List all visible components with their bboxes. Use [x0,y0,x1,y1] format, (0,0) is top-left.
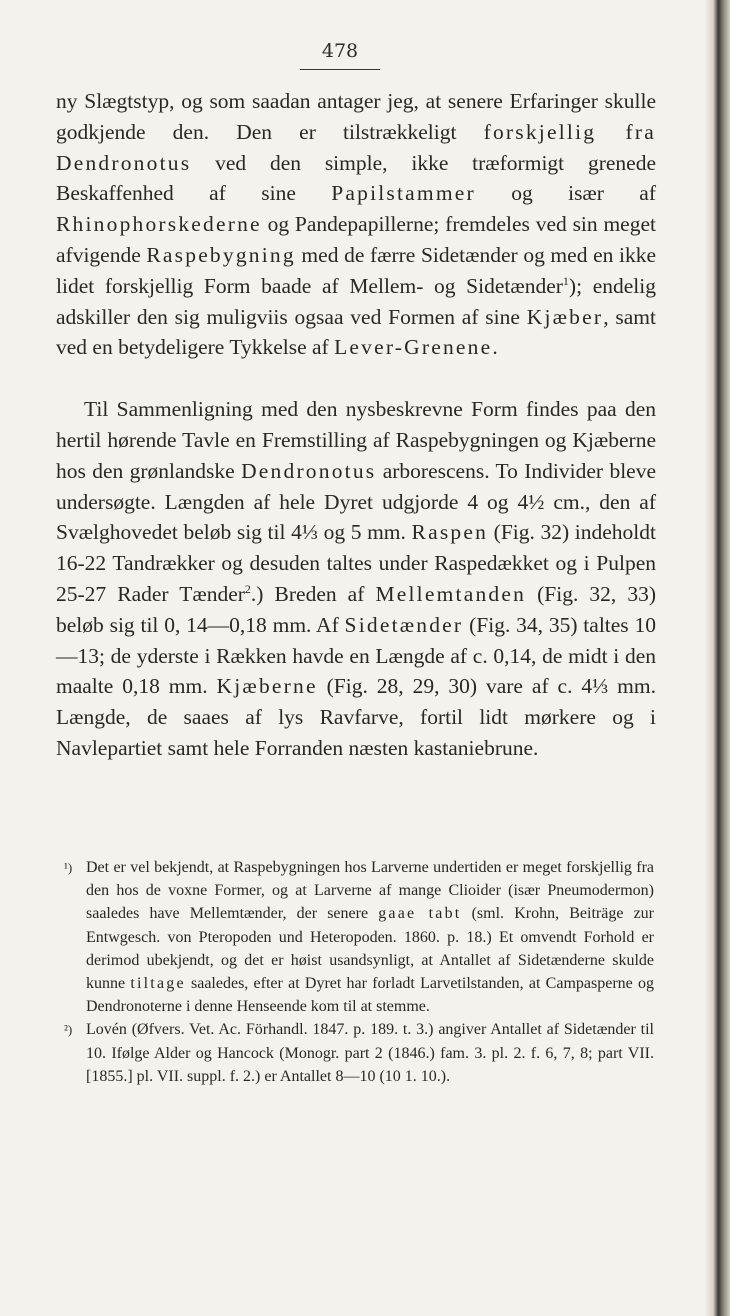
spaced-text: Kjæber [526,304,604,329]
text-run: Det er vel bekjendt, at Raspebygningen hos Larverne undertiden er meget forskjellig fra den hos de voxne Former, og at Larverne af mange Clioider (især Pneumodermon) saaledes have Mellemtænder, der senere [86,859,654,923]
footnote-mark: ¹) [64,860,73,875]
text-run: .) Breden af [250,581,376,606]
text-run: Lovén (Øfvers. Vet. Ac. Förhandl. 1847. p. 189. t. 3.) angiver Antallet af Sidetænder til 10. Ifølge Alder og Hancock (Monogr. part 2 (1846.) fam. 3. pl. 2. f. 6, 7, 8; part VII. [1855.] pl. VII. suppl. f. 2.) er Antallet 8—10 (10 1. 10.). [86,1021,654,1085]
spaced-text: Papilstammer [331,181,476,206]
page-number-rule [300,69,380,70]
text-run: med de færre Sidetænder og med en ikke lidet forskjellig Form baade af Mellem- og Sidetænder [56,242,656,298]
text-run: , samt ved en betydeligere Tykkelse af [56,304,656,360]
spaced-text: Sidetænder [344,612,464,637]
book-spine-shadow [704,0,730,1316]
text-run: arborescens. To Individer bleve undersøgte. Længden af hele Dyret udgjorde 4 og 4½ cm., den af Svælghovedet beløb sig til 4⅓ og 5 mm. [56,458,656,545]
text-run: (sml. Krohn, Beiträge zur Entwgesch. von Pteropoden und Heteropoden. 1860. p. 18.) Et omvendt Forhold er derimod ubekjendt, og det er høist usandsynligt, at Antallet af Sidetænderne skulde kunne [86,905,654,993]
text-run: saaledes, efter at Dyret har forladt Larvetilstanden, at Campasperne og Dendronoterne i denne Henseende kom til at stemme. [86,975,654,1016]
spaced-text: Mellemtanden [375,581,527,606]
text-run: (Fig. 34, 35) taltes 10—13; de yderste i Rækken havde en Længde af c. 0,14, de midt i den maalte 0,18 mm. [56,612,656,699]
footnotes [64,856,654,1088]
text-run: (Fig. 32, 33) beløb sig til 0, 14—0,18 mm. Af [56,581,656,637]
main-text [56,86,656,764]
spaced-text: gaae tabt [378,905,462,923]
spaced-text: Raspebygning [146,242,296,267]
text-run: ved den simple, ikke træformigt grenede Beskaffenhed af sine [56,150,656,206]
text-run: ny Slægtstyp, og som saadan antager jeg, at senere Erfaringer skulle godkjende den. Den er tilstrækkeligt [56,89,656,144]
text-run: og især af [475,181,656,206]
spaced-text: Dendronotus [56,150,192,175]
text-run: og Pandepapillerne; fremdeles ved sin meget afvigende [56,212,656,267]
spaced-text: Raspen [411,520,489,545]
spaced-text: tiltage [130,975,186,993]
footnote-mark: ²) [64,1022,73,1038]
page-number: 478 [321,40,359,62]
text-run: (Fig. 32) indeholdt 16-22 Tandrækker og desuden taltes under Raspedækket og i Pulpen 25-27 Rader Tænder [56,520,656,606]
footnote-1 [64,856,654,1018]
spaced-text: Dendronotus [241,458,377,483]
text-run: . [492,335,498,360]
text-run: Til Sammenligning med den nysbeskrevne Form findes paa den hertil hørende Tavle en Fremstilling af Raspebygningen og Kjæberne hos den grønlandske [56,397,656,483]
footnote-ref-2: 2 [244,581,251,596]
footnote-ref-1: 1 [562,273,569,288]
text-run: (Fig. 28, 29, 30) vare af c. 4⅓ mm. Længde, de saaes af lys Ravfarve, fortil lidt mørkere og i Navlepartiet samt hele Forranden næsten kastaniebrune. [56,674,656,760]
paragraph-1 [56,86,656,363]
spaced-text: Lever-Grenene [334,335,493,360]
footnote-2 [64,1018,654,1088]
text-run: ); endelig adskiller den sig muligviis ogsaa ved Formen af sine [56,273,656,329]
paragraph-2 [56,394,656,764]
spaced-text: forskjellig fra [483,119,656,144]
spaced-text: Kjæberne [216,674,318,699]
spaced-text: Rhinophorskederne [56,212,262,237]
